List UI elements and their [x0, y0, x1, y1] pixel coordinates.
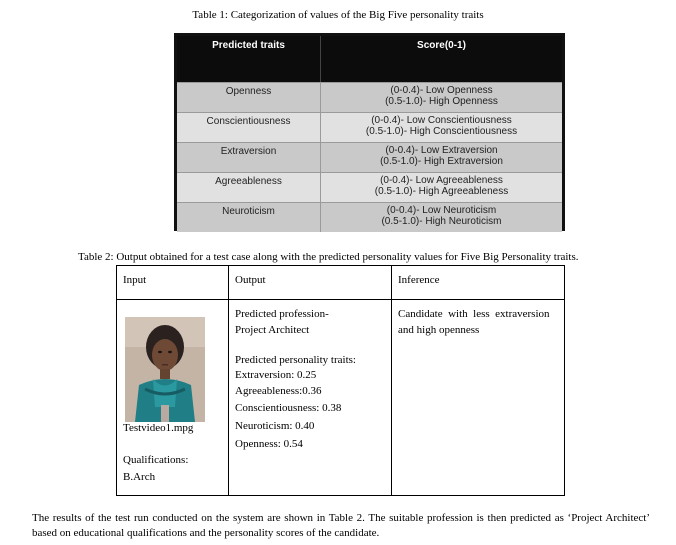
output-text — [235, 306, 329, 338]
table2-header-output: Output — [235, 274, 266, 286]
traits-list — [235, 353, 356, 453]
traits-label: Predicted personality traits: — [235, 354, 356, 366]
candidate-photo — [125, 317, 205, 422]
table2-caption: Table 2: Output obtained for a test case along with the predicted personality values for Five Big Personality traits. — [78, 251, 579, 263]
trait-name: Extraversion — [177, 143, 321, 172]
person-photo-icon — [125, 317, 205, 422]
low-range: (0-0.4)- Low Extraversion — [385, 145, 498, 156]
qualifications-value: B.Arch — [123, 471, 156, 483]
high-range: (0.5-1.0)- High Neuroticism — [381, 216, 502, 227]
profession-label: Predicted profession- — [235, 308, 329, 320]
table1-header-score: Score(0-1) — [417, 40, 466, 51]
inference-line: and high openness — [398, 324, 480, 336]
trait-name: Neuroticism — [177, 203, 321, 232]
table1-caption: Table 1: Categorization of values of the Big Five personality traits — [192, 9, 484, 21]
high-range: (0.5-1.0)- High Openness — [385, 96, 498, 107]
trait-conscientiousness: Conscientiousness: 0.38 — [235, 402, 342, 414]
trait-agreeableness: Agreeableness:0.36 — [235, 385, 322, 397]
header-divider — [117, 299, 564, 300]
inference-text — [398, 306, 563, 338]
table1 — [174, 33, 565, 231]
trait-name: Agreeableness — [177, 173, 321, 202]
table1-header-traits: Predicted traits — [177, 36, 321, 82]
high-range: (0.5-1.0)- High Extraversion — [380, 156, 503, 167]
qualifications-label: Qualifications: — [123, 454, 189, 466]
table-row — [177, 172, 562, 202]
table-row — [177, 112, 562, 142]
trait-extraversion: Extraversion: 0.25 — [235, 369, 317, 381]
low-range: (0-0.4)- Low Agreeableness — [380, 175, 503, 186]
column-divider — [228, 266, 229, 495]
low-range: (0-0.4)- Low Conscientiousness — [371, 115, 512, 126]
trait-neuroticism: Neuroticism: 0.40 — [235, 420, 315, 432]
high-range: (0.5-1.0)- High Agreeableness — [374, 186, 509, 197]
table-row — [177, 82, 562, 112]
inference-line: Candidate with less extraversion — [398, 308, 550, 320]
low-range: (0-0.4)- Low Openness — [390, 85, 493, 96]
column-divider — [391, 266, 392, 495]
low-range: (0-0.4)- Low Neuroticism — [386, 205, 497, 216]
table-row — [177, 142, 562, 172]
table2-header-input: Input — [123, 274, 147, 286]
table-row — [177, 202, 562, 232]
table2-header-inference: Inference — [398, 274, 440, 286]
trait-openness: Openness: 0.54 — [235, 438, 303, 450]
high-range: (0.5-1.0)- High Conscientiousness — [365, 126, 518, 137]
input-filename: Testvideo1.mpg — [123, 422, 194, 434]
table2 — [116, 265, 565, 496]
trait-name: Conscientiousness — [177, 113, 321, 142]
table1-header-row — [177, 36, 562, 82]
trait-name: Openness — [177, 83, 321, 112]
body-paragraph: The results of the test run conducted on the system are shown in Table 2. The suitable profession is then predicted as ‘Project Architect’ based on educational qualifications and the personality scores of the candidate. — [32, 512, 650, 539]
profession-value: Project Architect — [235, 324, 310, 336]
